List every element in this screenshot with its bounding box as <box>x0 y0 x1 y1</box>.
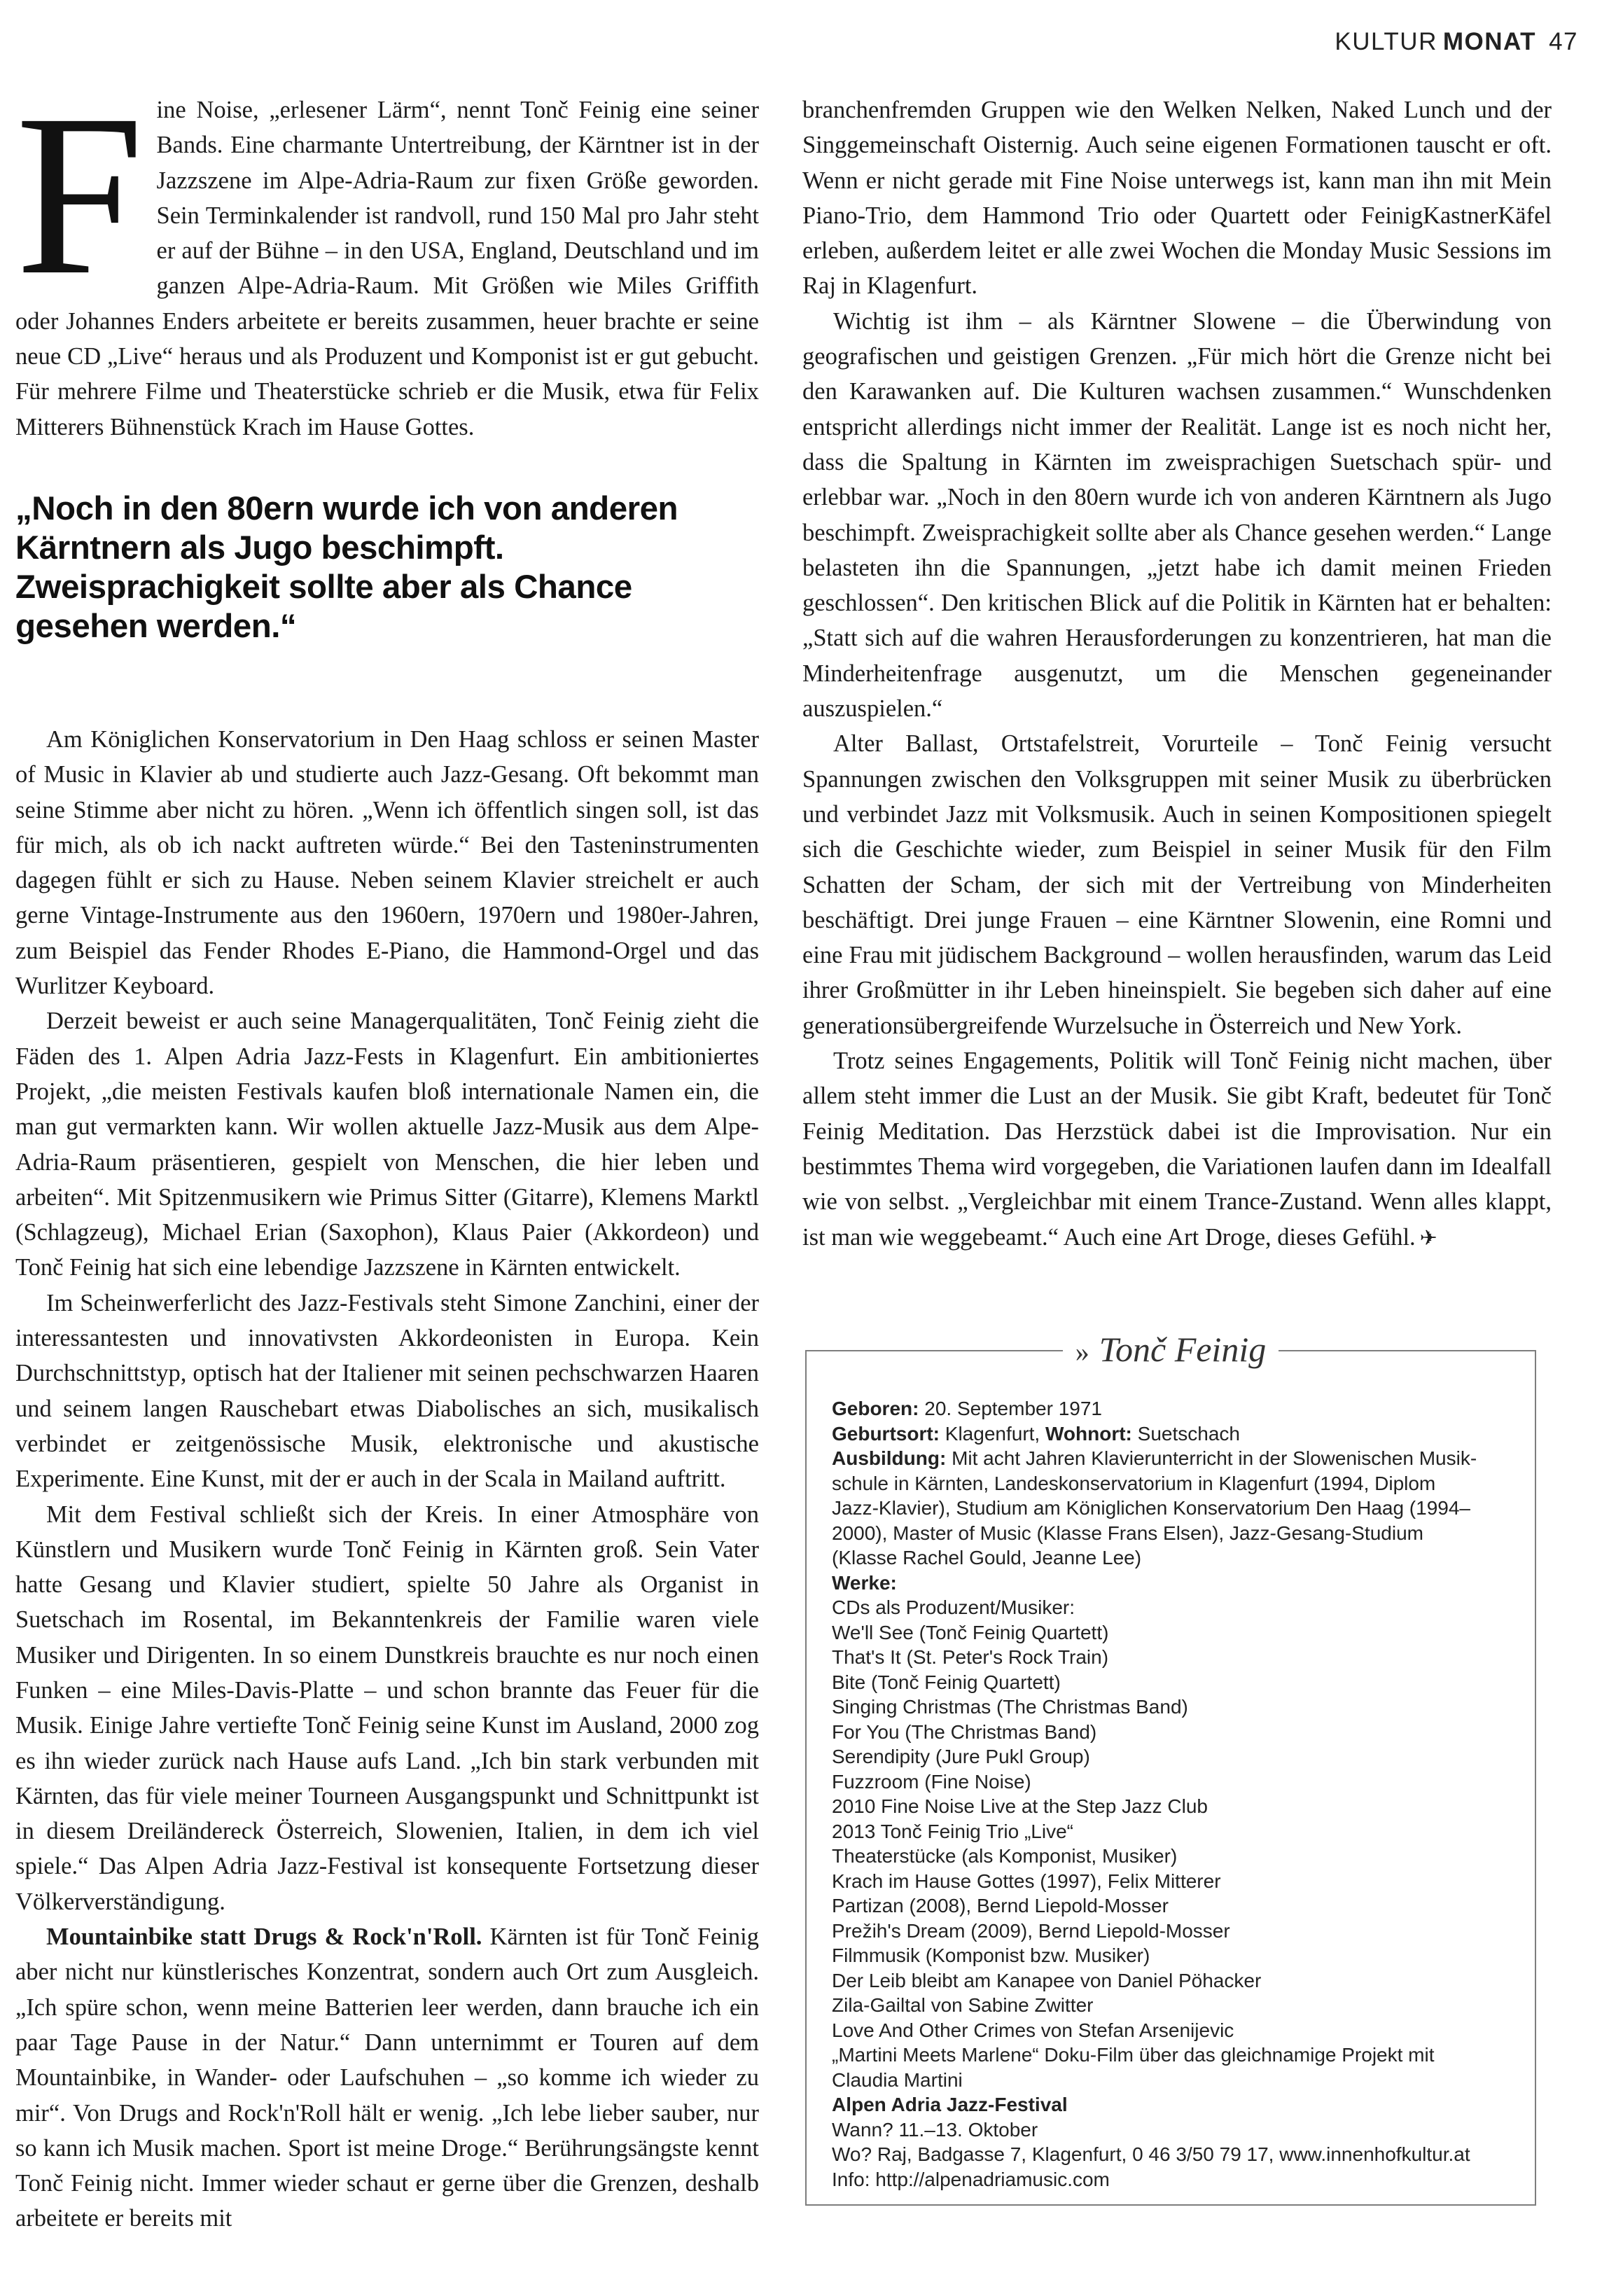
education-line: schule in Kärnten, Landeskonservatorium in Klagenfurt (1994, Diplom <box>832 1472 1436 1494</box>
article-column-left <box>15 67 759 2236</box>
works-item: Prežih's Dream (2009), Bernd Liepold-Mosser <box>832 1919 1230 1942</box>
article-paragraph: Im Scheinwerferlicht des Jazz-Festivals steht Simone Zanchini, einer der interessantesten und innovativsten Akkordeonisten in Europa. Kein Durchschnittstyp, optisch hat der Italiener mit seinen pechschwarzen Haaren und seinem langen Rauschebart etwas Diabolisches an sich, musikalisch verbindet er zeitgenössische Musik, elektronische und akustische Experimente. Eine Kunst, mit der er auch in der Scala in Mailand auftritt. <box>15 1289 759 1493</box>
article-paragraph: Wichtig ist ihm – als Kärntner Slowene – die Überwindung von geografischen und geistigen Grenzen. „Für mich hört die Grenze nicht bei den Karawanken auf. Die Kulturen wachsen zusammen.“ Wunschdenken entspricht allerdings nicht immer der Realität. Lange ist es noch nicht her, dass die Spaltung in Kärnten im zweisprachigen Suetschach spür- und erlebbar war. „Noch in den 80ern wurde ich von anderen Kärntnern als Jugo beschimpft. Zweisprachigkeit sollte aber als Chance gesehen werden.“ Lange belasteten ihn die Spannungen, „jetzt habe ich damit meinen Frieden geschlossen“. Den kritischen Blick auf die Politik in Kärnten hat er behalten: „Statt sich auf die wahren Herausforderungen zu konzentrieren, hat man die Minderheitenfrage ausgenutzt, um die Menschen gegeneinander auszuspielen.“ <box>802 307 1552 723</box>
info-box <box>805 1329 1536 2206</box>
works-item: Claudia Martini <box>832 2068 963 2091</box>
article-paragraph: branchenfremden Gruppen wie den Welken Nelken, Naked Lunch und der Singgemeinschaft Oisternig. Auch seine eigenen Formationen tauscht er oft. Wenn er nicht gerade mit Fine Noise unterwegs ist, kann man ihn mit Mein Piano-Trio, dem Hammond Trio oder Quartett oder FeinigKastnerKäfel erleben, außerdem leitet er alle zwei Wochen die Monday Music Sessions im Raj in Klagenfurt. <box>802 97 1552 300</box>
works-item: 2010 Fine Noise Live at the Step Jazz Club <box>832 1795 1208 1817</box>
education-line: (Klasse Rachel Gould, Jeanne Lee) <box>832 1547 1142 1568</box>
info-box-titlebar <box>805 1329 1536 1369</box>
article-column-right <box>802 92 1552 1256</box>
works-item: Theaterstücke (als Komponist, Musiker) <box>832 1845 1178 1867</box>
works-item: We'll See (Tonč Feinig Quartett) <box>832 1621 1109 1643</box>
article-paragraph: Alter Ballast, Ortstafelstreit, Vorurteile – Tonč Feinig versucht Spannungen zwischen den Volksgruppen mit seiner Musik zu überbrücken und verbindet Jazz mit Volksmusik. Auch in seinen Kompositionen spiegelt sich die Geschichte wieder, zum Beispiel in seiner Musik für den Film Schatten der Scham, der sich mit der Vertreibung von Minderheiten beschäftigt. Drei junge Frauen – eine Kärntner Slowenin, eine Romni und eine Frau mit jüdischem Background – wollen herausfinden, warum das Leid ihrer Großmütter in ihr Leben hineinspielt. Sie begeben sich daher auf eine generationsübergreifende Wurzelsuche in Österreich und New York. <box>802 730 1552 1039</box>
works-item: CDs als Produzent/Musiker: <box>832 1596 1075 1618</box>
works-item: Filmmusik (Komponist bzw. Musiker) <box>832 1944 1150 1966</box>
education-row: Ausbildung: Mit acht Jahren Klavierunterricht in der Slowenischen Musik- <box>832 1447 1477 1469</box>
double-chevron-icon: » <box>1075 1335 1089 1368</box>
page-header <box>1335 28 1578 56</box>
pull-quote: „Noch in den 80ern wurde ich von anderen Kärntnern als Jugo beschimpft. Zweisprachigkeit sollte aber als Chance gesehen werden.“ <box>15 489 678 645</box>
works-item: Bite (Tonč Feinig Quartett) <box>832 1671 1061 1693</box>
works-item: Love And Other Crimes von Stefan Arsenijevic <box>832 2019 1234 2041</box>
works-item: Der Leib bleibt am Kanapee von Daniel Pöhacker <box>832 1969 1262 1991</box>
article-paragraph: Mit dem Festival schließt sich der Kreis. In einer Atmosphäre von Künstlern und Musikern wurde Tonč Feinig in Kärnten groß. Sein Vater hatte Gesang und Klavier studiert, spielte 50 Jahre als Organist in Suetschach im Rosental, im Bekanntenkreis der Familie waren viele Musiker und Dirigenten. In so einem Dunstkreis brauchte es nur noch einen Funken – eine Miles-Davis-Platte – und schon brannte das Feuer für die Musik. Einige Jahre vertiefte Tonč Feinig seine Kunst im Ausland, 2000 zog es ihn wieder zurück nach Hause aufs Land. „Ich bin stark verbunden mit Kärnten, das für viele meiner Tourneen Ausgangspunkt und Schnittpunkt ist in diesem Dreiländereck Österreich, Slowenien, Italien, in dem ich viel spiele.“ Das Alpen Adria Jazz-Festival ist konsequente Fortsetzung dieser Völkerverständigung. <box>15 1501 759 1915</box>
works-item: Fuzzroom (Fine Noise) <box>832 1770 1031 1793</box>
works-item: 2013 Tonč Feinig Trio „Live“ <box>832 1820 1073 1842</box>
article-paragraph: Trotz seines Engagements, Politik will Tonč Feinig nicht machen, über allem steht immer die Lust an der Musik. Sie gibt Kraft, bedeutet für Tonč Feinig Meditation. Das Herzstück dabei ist die Improvisation. Nur ein bestimmtes Thema wird vorgegeben, die Variationen laufen dann im Idealfall wie von selbst. „Vergleichbar mit einem Trance-Zustand. Wenn alles klappt, ist man wie weggebeamt.“ Auch eine Art Droge, dieses Gefühl. ✈ <box>802 1048 1552 1251</box>
festival-line: Info: http://alpenadriamusic.com <box>832 2168 1110 2190</box>
born-row: Geboren: 20. September 1971 <box>832 1398 1102 1419</box>
works-item: „Martini Meets Marlene“ Doku-Film über das gleichnamige Projekt mit <box>832 2044 1435 2066</box>
article-paragraph: Derzeit beweist er auch seine Managerqualitäten, Tonč Feinig zieht die Fäden des 1. Alpen Adria Jazz-Fests in Klagenfurt. Ein ambitioniertes Projekt, „die meisten Festivals kaufen bloß internationale Namen ein, die man gut vermarkten kann. Wir wollen aktuelle Jazz-Musik aus dem Alpe-Adria-Raum präsentieren, gespielt von Menschen, die hier leben und arbeiten“. Mit Spitzenmusikern wie Primus Sitter (Gitarre), Klemens Marktl (Schlagzeug), Michael Erian (Saxophon), Klaus Paier (Akkordeon) und Tonč Feinig hat sich eine lebendige Jazzszene in Kärnten entwickelt. <box>15 1008 759 1281</box>
works-item: Partizan (2008), Bernd Liepold-Mosser <box>832 1895 1169 1916</box>
lead-paragraph: Fine Noise, „erlesener Lärm“, nennt Tonč Feinig eine seiner Bands. Eine charmante Untertreibung, der Kärntner ist in der Jazzszene im Alpe-Adria-Raum zur fixen Größe geworden. Sein Terminkalender ist randvoll, rund 150 Mal pro Jahr steht er auf der Bühne – in den USA, England, Deutschland und im ganzen Alpe-Adria-Raum. Mit Größen wie Miles Griffith oder Johannes Enders arbeitete er bereits zusammen, heuer brachte er seine neue CD „Live“ heraus und als Produzent und Komponist ist er gut gebucht. Für mehrere Filme und Theaterstücke schrieb er die Musik, etwa für Felix Mitterers Bühnenstück Krach im Hause Gottes. <box>15 67 759 440</box>
subheading: Mountainbike statt Drugs & Rock'n'Roll. <box>46 1923 482 1951</box>
article-paragraph: Am Königlichen Konservatorium in Den Haag schloss er seinen Master of Music in Klavier ab und studierte auch Jazz-Gesang. Oft bekommt man seine Stimme aber nicht zu hören. „Wenn ich öffentlich singen soll, ist das für mich, als ob ich nackt auftreten würde.“ Bei den Tasteninstrumenten dagegen fühlt er sich zu Hause. Neben seinem Klavier streichelt er auch gerne Vintage-Instrumente aus den 1960ern, 1970ern und 1980er-Jahren, zum Beispiel das Fender Rhodes E-Piano, die Hammond-Orgel und das Wurlitzer Keyboard. <box>15 725 759 1000</box>
end-mark-icon: ✈ <box>1419 1226 1437 1250</box>
drop-cap: F <box>15 67 144 323</box>
title-rule <box>1279 1350 1536 1351</box>
info-box-title: » Tonč Feinig <box>1063 1337 1279 1365</box>
festival-heading: Alpen Adria Jazz-Festival <box>832 2094 1068 2115</box>
education-line: Jazz-Klavier), Studium am Königlichen Konservatorium Den Haag (1994– <box>832 1497 1470 1519</box>
birthplace-row: Geburtsort: Klagenfurt, Wohnort: Suetschach <box>832 1422 1240 1445</box>
works-item: For You (The Christmas Band) <box>832 1720 1097 1743</box>
works-item: Krach im Hause Gottes (1997), Felix Mitterer <box>832 1870 1221 1892</box>
education-line: 2000), Master of Music (Klasse Frans Elsen), Jazz-Gesang-Studium <box>832 1522 1423 1544</box>
works-item: Zila-Gailtal von Sabine Zwitter <box>832 1994 1094 2016</box>
info-box-content <box>832 1396 1518 2192</box>
festival-line: Wo? Raj, Badgasse 7, Klagenfurt, 0 46 3/50 79 17, www.innenhofkultur.at <box>832 2143 1470 2165</box>
title-rule <box>805 1350 1063 1351</box>
works-item: That's It (St. Peter's Rock Train) <box>832 1646 1109 1668</box>
works-item: Serendipity (Jure Pukl Group) <box>832 1746 1090 1767</box>
page-number: 47 <box>1549 28 1578 55</box>
works-heading: Werke: <box>832 1571 897 1594</box>
section-label: KULTUR <box>1335 28 1437 55</box>
works-item: Singing Christmas (The Christmas Band) <box>832 1696 1188 1718</box>
festival-line: Wann? 11.–13. Oktober <box>832 2118 1038 2141</box>
article-paragraph: Mountainbike statt Drugs & Rock'n'Roll. Kärnten ist für Tonč Feinig aber nicht nur künstlerisches Konzentrat, sondern auch Ort zum Ausgleich. „Ich spüre schon, wenn meine Batterien leer werden, dann brauche ich ein paar Tage Pause in der Natur.“ Dann unternimmt er Touren auf dem Mountainbike, in Wander- oder Laufschuhen – „so komme ich wieder zu mir“. Von Drugs and Rock'n'Roll hält er wenig. „Ich lebe lieber sauber, nur so kann ich Musik machen. Sport ist meine Droge.“ Berührungsängste kennt Tonč Feinig nicht. Immer wieder schaut er gerne über die Grenzen, deshalb arbeitete er bereits mit <box>15 1923 759 2232</box>
magazine-name: MONAT <box>1442 28 1537 55</box>
